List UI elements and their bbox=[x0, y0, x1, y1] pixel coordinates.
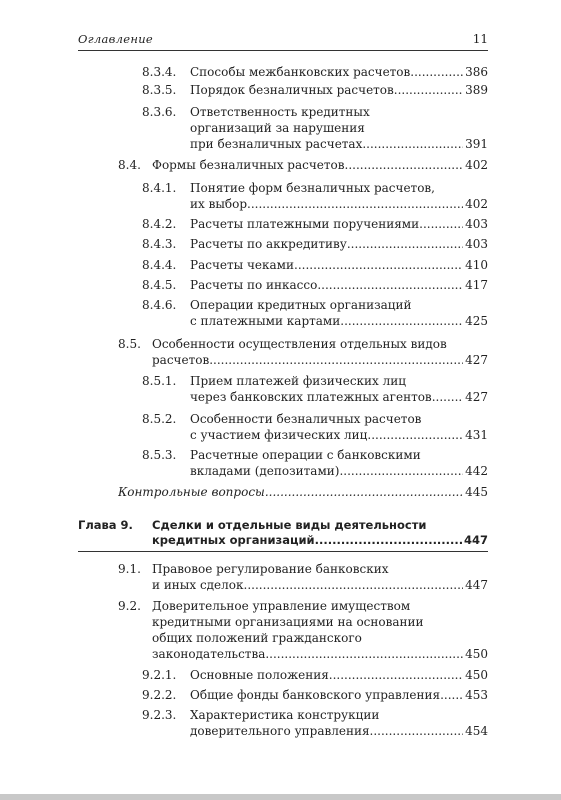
dot-leader bbox=[247, 196, 463, 213]
dot-leader bbox=[367, 427, 463, 444]
toc-entry-line bbox=[152, 157, 488, 174]
toc-entry-page: 403 bbox=[465, 237, 488, 251]
toc-entry-line bbox=[190, 82, 488, 99]
toc-entry-page: 442 bbox=[465, 464, 488, 478]
toc-entry-title: Формы безналичных расчетов bbox=[152, 158, 345, 172]
toc-entry-number: 8.4.3. bbox=[142, 237, 177, 251]
toc-entry-number: 8.5.3. bbox=[142, 448, 177, 462]
toc-entry-title: Операции кредитных организаций bbox=[190, 298, 412, 312]
dot-leader bbox=[329, 667, 463, 684]
toc-entry-title: Расчеты по аккредитиву bbox=[190, 237, 347, 251]
toc-entry-line bbox=[152, 646, 488, 663]
dot-leader bbox=[317, 277, 463, 294]
toc-entry-title: вкладами (депозитами) bbox=[190, 464, 340, 478]
running-header bbox=[78, 32, 488, 51]
toc-entry-title: Расчетные операции с банковскими bbox=[190, 448, 421, 462]
toc-entry-title: кредитными организациями на основании bbox=[152, 615, 424, 629]
dot-leader bbox=[362, 136, 463, 153]
toc-entry-page: 447 bbox=[463, 533, 488, 547]
toc-entry-title: законодательства bbox=[152, 647, 266, 661]
toc-entry-title: через банковских платежных агентов bbox=[190, 390, 432, 404]
toc-entry-page: 450 bbox=[465, 647, 488, 661]
dot-leader bbox=[347, 236, 463, 253]
toc-entry-number: 9.2.1. bbox=[142, 668, 177, 682]
toc-entry-page: 453 bbox=[465, 688, 488, 702]
toc-entry-page: 445 bbox=[465, 485, 488, 499]
toc-entry-page: 427 bbox=[465, 390, 488, 404]
toc-entry-line bbox=[190, 64, 488, 81]
toc-entry-number: 8.5.1. bbox=[142, 374, 177, 388]
toc-entry-line bbox=[152, 577, 488, 594]
toc-entry-title: Прием платежей физических лиц bbox=[190, 374, 406, 388]
toc-entry-title: и иных сделок bbox=[152, 578, 244, 592]
toc-entry-title: организаций за нарушения bbox=[190, 121, 365, 135]
toc-entry-page: 417 bbox=[465, 278, 488, 292]
toc-entry-line bbox=[190, 313, 488, 330]
toc-entry-line bbox=[190, 196, 488, 213]
toc-entry-line bbox=[190, 257, 488, 274]
dot-leader bbox=[345, 157, 464, 174]
page-bottom-edge bbox=[0, 794, 561, 800]
dot-leader bbox=[370, 723, 464, 740]
toc-entry-page: 425 bbox=[465, 314, 488, 328]
chapter-number: Глава 9. bbox=[78, 518, 133, 532]
toc-entry-line bbox=[152, 352, 488, 369]
toc-entry-number: 8.4.2. bbox=[142, 217, 177, 231]
toc-entry-number: 9.2. bbox=[118, 599, 141, 613]
toc-entry-title: с участием физических лиц bbox=[190, 428, 368, 442]
running-header-title: Оглавление bbox=[78, 32, 154, 46]
dot-leader bbox=[410, 64, 463, 81]
dot-leader bbox=[394, 82, 463, 99]
toc-entry-page: 402 bbox=[465, 158, 488, 172]
toc-entry-line bbox=[190, 236, 488, 253]
toc-entry-title: Расчеты платежными поручениями bbox=[190, 217, 420, 231]
toc-entry-line bbox=[190, 723, 488, 740]
toc-entry-title: Способы межбанковских расчетов bbox=[190, 65, 411, 79]
toc-entry-title: Расчеты по инкассо bbox=[190, 278, 318, 292]
page-number: 11 bbox=[472, 32, 488, 46]
dot-leader bbox=[340, 313, 463, 330]
toc-entry-title: Общие фонды банковского управления bbox=[190, 688, 441, 702]
dot-leader bbox=[440, 687, 463, 704]
toc-entry-title: при безналичных расчетах bbox=[190, 137, 363, 151]
toc-entry-number: 8.4.4. bbox=[142, 258, 177, 272]
toc-entry-title: расчетов bbox=[152, 353, 210, 367]
toc-entry-title: Правовое регулирование банковских bbox=[152, 562, 389, 576]
toc-entry-number: 8.5.2. bbox=[142, 412, 177, 426]
toc-entry-number: 8.4.6. bbox=[142, 298, 177, 312]
toc-entry-title: Расчеты чеками bbox=[190, 258, 295, 272]
toc-entry-page: 403 bbox=[465, 217, 488, 231]
chapter-title: кредитных организаций bbox=[152, 533, 315, 547]
dot-leader bbox=[432, 389, 463, 406]
toc-entry-title: Характеристика конструкции bbox=[190, 708, 380, 722]
toc-entry-title: Особенности безналичных расчетов bbox=[190, 412, 422, 426]
toc-entry-line bbox=[190, 216, 488, 233]
dot-leader bbox=[209, 352, 463, 369]
toc-entry-title: Понятие форм безналичных расчетов, bbox=[190, 181, 435, 195]
dot-leader bbox=[339, 463, 463, 480]
toc-entry-line bbox=[190, 687, 488, 704]
toc-entry-title: Доверительное управление имуществом bbox=[152, 599, 411, 613]
toc-entry-title: Особенности осуществления отдельных видов bbox=[152, 337, 447, 351]
toc-entry-title: их выбор bbox=[190, 197, 248, 211]
toc-entry-line bbox=[190, 427, 488, 444]
chapter-divider bbox=[78, 551, 488, 552]
dot-leader bbox=[265, 646, 463, 663]
toc-entry-line bbox=[190, 277, 488, 294]
toc-entry-line bbox=[190, 389, 488, 406]
dot-leader bbox=[315, 532, 462, 549]
toc-entry-page: 454 bbox=[465, 724, 488, 738]
toc-entry-title: Ответственность кредитных bbox=[190, 105, 370, 119]
toc-entry-page: 450 bbox=[465, 668, 488, 682]
toc-entry-number: 8.3.5. bbox=[142, 83, 177, 97]
chapter-title: Сделки и отдельные виды деятельности bbox=[152, 518, 427, 532]
toc-entry-title: общих положений гражданского bbox=[152, 631, 362, 645]
toc-entry-title: доверительного управления bbox=[190, 724, 370, 738]
toc-entry-page: 447 bbox=[465, 578, 488, 592]
toc-entry-number: 8.3.6. bbox=[142, 105, 177, 119]
toc-entry-title: Основные положения bbox=[190, 668, 329, 682]
toc-entry-number: 8.4.5. bbox=[142, 278, 177, 292]
toc-entry-number: 8.4.1. bbox=[142, 181, 177, 195]
toc-entry-page: 402 bbox=[465, 197, 488, 211]
toc-entry-number: 8.3.4. bbox=[142, 65, 177, 79]
toc-entry-number: 9.2.2. bbox=[142, 688, 177, 702]
toc-entry-number: 8.4. bbox=[118, 158, 141, 172]
toc-entry-page: 427 bbox=[465, 353, 488, 367]
dot-leader bbox=[244, 577, 464, 594]
toc-entry-line bbox=[190, 667, 488, 684]
toc-entry-number: 9.1. bbox=[118, 562, 141, 576]
toc-entry-title: с платежными картами bbox=[190, 314, 341, 328]
toc-entry-line bbox=[118, 484, 488, 501]
toc-entry-page: 386 bbox=[465, 65, 488, 79]
toc-entry-page: 410 bbox=[465, 258, 488, 272]
toc-entry-title: Контрольные вопросы bbox=[118, 485, 265, 499]
dot-leader bbox=[265, 484, 463, 501]
dot-leader bbox=[294, 257, 463, 274]
toc-entry-number: 8.5. bbox=[118, 337, 141, 351]
toc-entry-page: 431 bbox=[465, 428, 488, 442]
toc-entry-line bbox=[190, 463, 488, 480]
toc-entry-line bbox=[190, 136, 488, 153]
toc-entry-number: 9.2.3. bbox=[142, 708, 177, 722]
toc-entry-page: 389 bbox=[465, 83, 488, 97]
toc-entry-line bbox=[152, 532, 488, 549]
toc-entry-page: 391 bbox=[465, 137, 488, 151]
dot-leader bbox=[419, 216, 463, 233]
toc-entry-title: Порядок безналичных расчетов bbox=[190, 83, 394, 97]
